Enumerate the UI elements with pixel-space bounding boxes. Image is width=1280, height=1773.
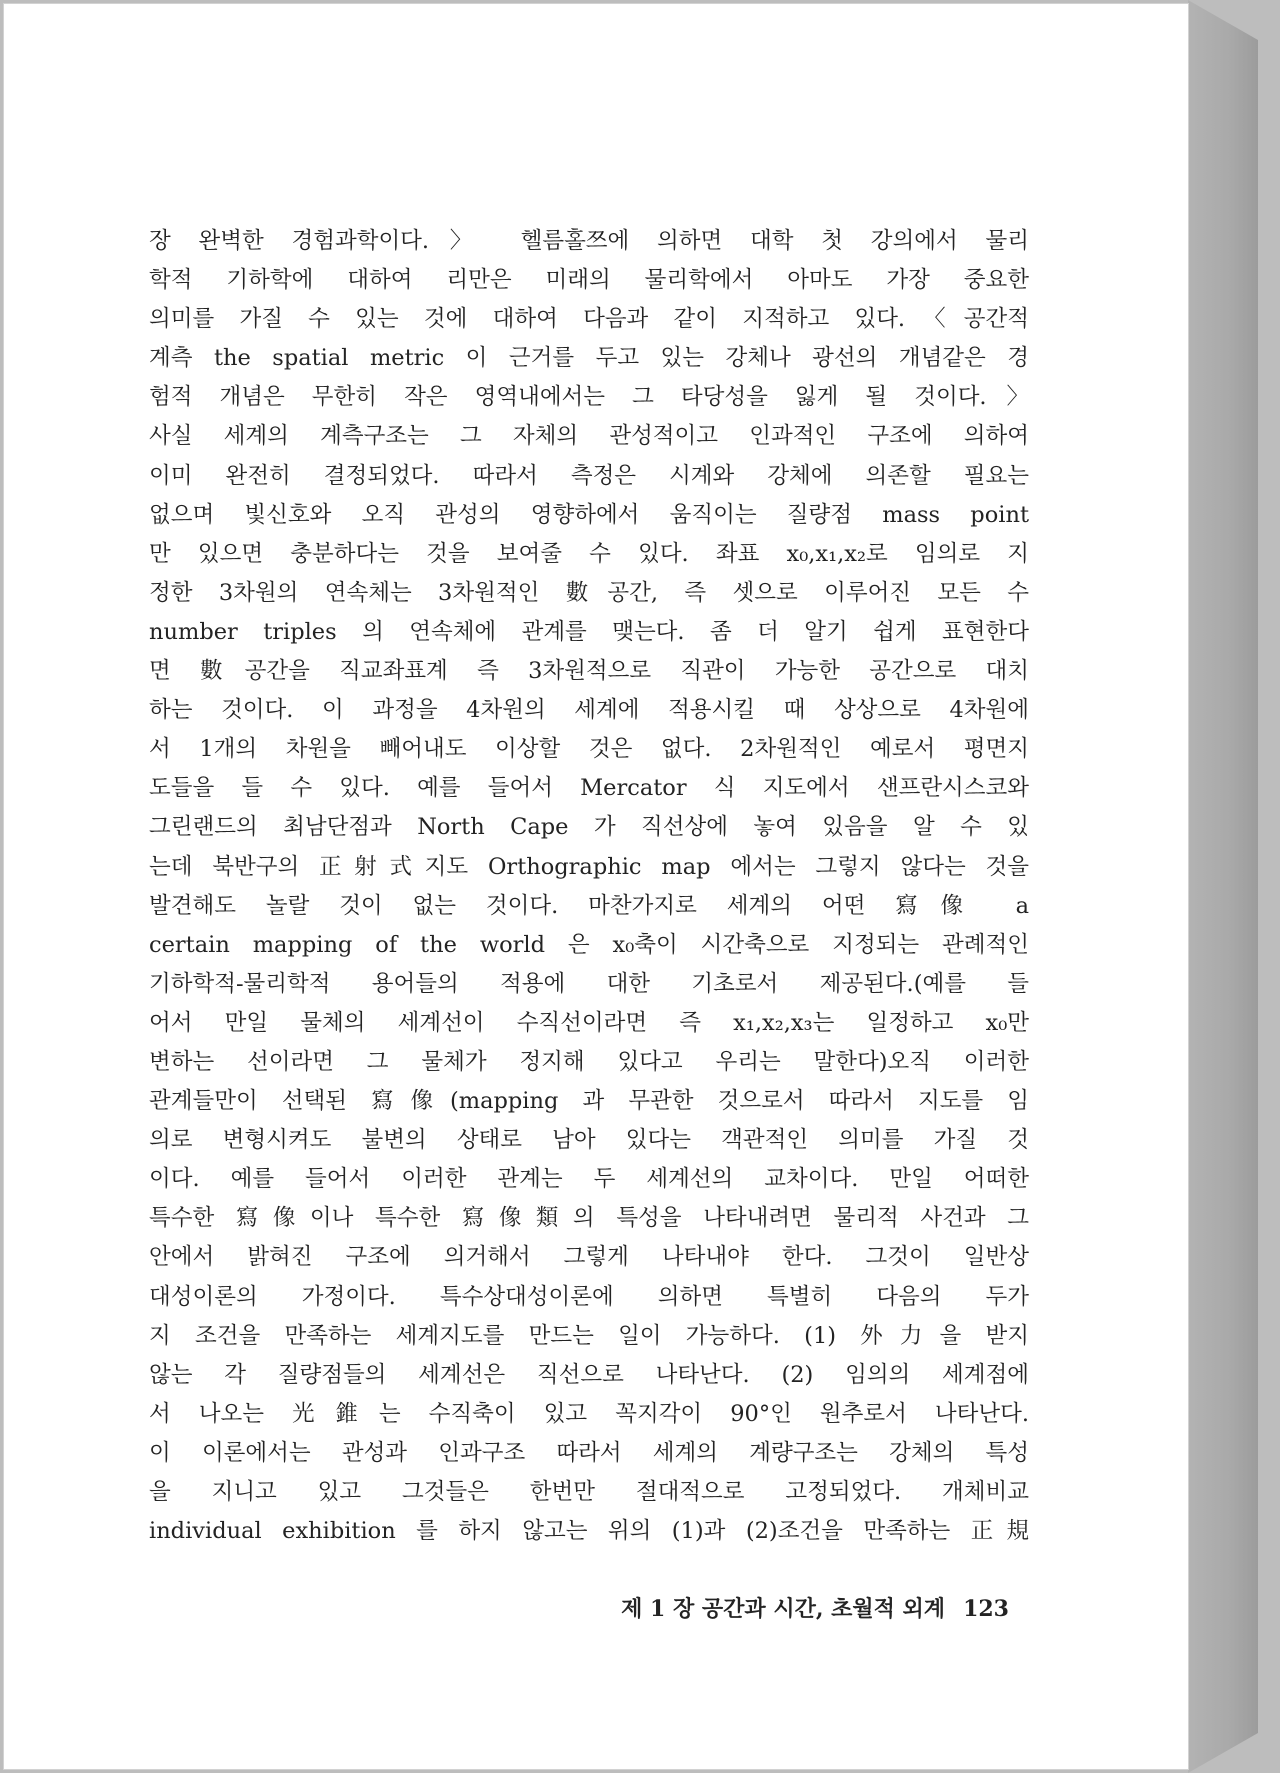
text-line: 특수한 寫像이나 특수한 寫像類의 특성을 나타내려면 물리적 사건과 그 [149,1205,1029,1232]
text-line: certain mapping of the world 은 x₀축이 시간축으로 지정되는 관례적인 [149,931,1029,958]
text-line: 도들을 들 수 있다. 예를 들어서 Mercator 식 지도에서 샌프란시스코와 [149,775,1029,802]
text-line: 어서 만일 물체의 세계선이 수직선이라면 즉 x₁,x₂,x₃는 일정하고 x₀만 [149,1009,1029,1036]
text-line: 서 나오는 光錐는 수직축이 있고 꼭지각이 90°인 원추로서 나타난다. [149,1400,1029,1427]
page-footer [549,1592,1009,1623]
running-head: 제 1 장 공간과 시간, 초월적 외계 [621,1596,946,1622]
text-line: 을 지니고 있고 그것들은 한번만 절대적으로 고정되었다. 개체비교 [149,1479,1029,1505]
page-number: 123 [963,1596,1009,1622]
text-line: 정한 3차원의 연속체는 3차원적인 數공간, 즉 셋으로 이루어진 모든 수 [149,579,1029,606]
text-line: 관계들만이 선택된 寫像(mapping 과 무관한 것으로서 따라서 지도를 임 [149,1088,1029,1115]
book-edge [1188,0,1258,1773]
text-line: number triples 의 연속체에 관계를 맺는다. 좀 더 알기 쉽게 표현한다 [149,618,1029,645]
text-line: 는데 북반구의 正射式지도 Orthographic map 에서는 그렇지 않다는 것을 [149,853,1029,880]
text-line: 발견해도 놀랄 것이 없는 것이다. 마찬가지로 세계의 어떤 寫像 a [149,892,1029,919]
text-line: 의로 변형시켜도 불변의 상태로 남아 있다는 객관적인 의미를 가질 것 [149,1127,1029,1154]
text-line: 이미 완전히 결정되었다. 따라서 측정은 시계와 강체에 의존할 필요는 [149,462,1029,489]
text-line: 지 조건을 만족하는 세계지도를 만드는 일이 가능하다. (1) 外力을 받지 [149,1322,1029,1349]
text-line: 계측 the spatial metric 이 근거를 두고 있는 강체나 광선의 개념같은 경 [149,345,1029,372]
text-line: 변하는 선이라면 그 물체가 정지해 있다고 우리는 말한다)오직 이러한 [149,1048,1029,1075]
text-line: 사실 세계의 계측구조는 그 자체의 관성적이고 인과적인 구조에 의하여 [149,423,1029,450]
text-line: 없으며 빛신호와 오직 관성의 영향하에서 움직이는 질량점 mass point [149,501,1029,528]
text-line: 않는 각 질량점들의 세계선은 직선으로 나타난다. (2) 임의의 세계점에 [149,1361,1029,1388]
body-text [149,222,1029,1551]
text-line: individual exhibition 를 하지 않고는 위의 (1)과 (2)조건을 만족하는 正規 [149,1518,1029,1545]
text-line: 의미를 가질 수 있는 것에 대하여 다음과 같이 지적하고 있다.〈공간적 [149,306,1029,333]
text-line: 그린랜드의 최남단점과 North Cape 가 직선상에 놓여 있음을 알 수 있 [149,814,1029,841]
text-line: 기하학적-물리학적 용어들의 적용에 대한 기초로서 제공된다.(예를 들 [149,970,1029,997]
text-line: 하는 것이다. 이 과정을 4차원의 세계에 적용시킬 때 상상으로 4차원에 [149,697,1029,724]
text-line: 안에서 밝혀진 구조에 의거해서 그렇게 나타내야 한다. 그것이 일반상 [149,1244,1029,1271]
text-line: 대성이론의 가정이다. 특수상대성이론에 의하면 특별히 다음의 두가 [149,1283,1029,1310]
document-page [4,4,1188,1769]
text-line: 만 있으면 충분하다는 것을 보여줄 수 있다. 좌표 x₀,x₁,x₂로 임의로 지 [149,540,1029,567]
text-line: 이다. 예를 들어서 이러한 관계는 두 세계선의 교차이다. 만일 어떠한 [149,1166,1029,1193]
text-line: 학적 기하학에 대하여 리만은 미래의 물리학에서 아마도 가장 중요한 [149,267,1029,294]
text-line: 면 數공간을 직교좌표계 즉 3차원적으로 직관이 가능한 공간으로 대치 [149,658,1029,685]
text-line: 이 이론에서는 관성과 인과구조 따라서 세계의 계량구조는 강체의 특성 [149,1439,1029,1466]
text-line: 장 완벽한 경험과학이다.〉 헬름홀쯔에 의하면 대학 첫 강의에서 물리 [149,228,1029,254]
text-line: 험적 개념은 무한히 작은 영역내에서는 그 타당성을 잃게 될 것이다.〉 [149,384,1029,411]
text-line: 서 1개의 차원을 빼어내도 이상할 것은 없다. 2차원적인 예로서 평면지 [149,736,1029,763]
